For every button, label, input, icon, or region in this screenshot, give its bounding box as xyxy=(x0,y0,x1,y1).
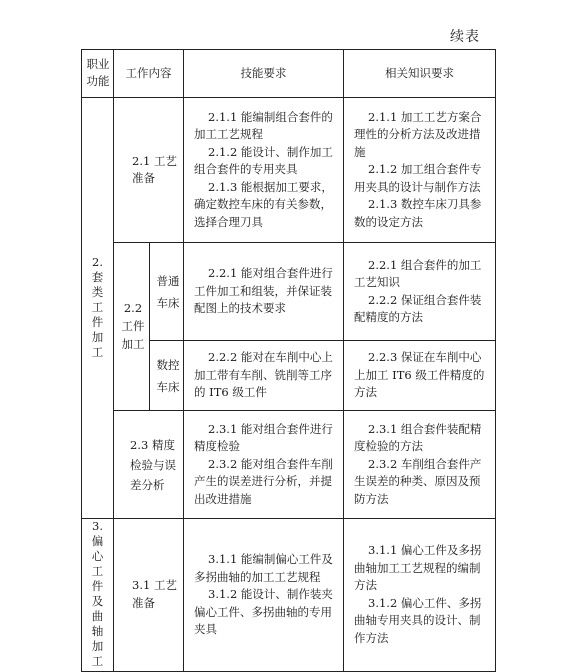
work-content-cell xyxy=(114,411,184,519)
knowledge-item: 2.2.1 组合套件的加工工艺知识 xyxy=(354,257,482,289)
skills-cell xyxy=(184,341,344,411)
skill-item: 2.1.2 能设计、制作加工组合套件的专用夹具 xyxy=(194,144,333,177)
skills-cell xyxy=(184,411,344,519)
table-row xyxy=(82,519,496,672)
knowledge-item: 3.1.1 偏心工件及多拐曲轴加工工艺规程的编制方法 xyxy=(354,543,482,593)
knowledge-cell xyxy=(344,243,496,341)
skills-cell xyxy=(184,98,344,243)
function-label: 2. 套类工件加工 xyxy=(91,254,104,359)
work-content-cell xyxy=(114,519,184,672)
knowledge-cell xyxy=(344,98,496,243)
knowledge-item: 3.1.2 偏心工件、多拐曲轴专用夹具的设计、制作方法 xyxy=(354,595,482,645)
skill-item: 2.1.1 能编制组合套件的加工工艺规程 xyxy=(194,109,333,142)
table-row xyxy=(82,98,496,243)
work-content-cell xyxy=(114,243,150,411)
knowledge-item: 2.3.2 车削组合套件产生误差的种类、原因及预防方法 xyxy=(354,456,482,506)
knowledge-cell xyxy=(344,519,496,672)
work-content-cell xyxy=(114,98,184,243)
header-row xyxy=(82,50,496,98)
machine-type-label: 数控车床 xyxy=(156,357,180,394)
knowledge-cell xyxy=(344,411,496,519)
table-row xyxy=(82,243,496,341)
skill-item: 2.2.1 能对组合套件进行工件加工和组装，并保证装配图上的技术要求 xyxy=(194,266,333,316)
skills-cell xyxy=(184,519,344,672)
table-row xyxy=(82,411,496,519)
machine-type-label: 普通车床 xyxy=(156,273,180,310)
work-content-label: 2.1 工艺准备 xyxy=(132,153,177,185)
machine-type-cell xyxy=(150,341,184,411)
continued-label: 续表 xyxy=(450,29,480,45)
knowledge-item: 2.1.2 加工组合套件专用夹具的设计与制作方法 xyxy=(354,162,482,194)
skill-item: 2.1.3 能根据加工要求，确定数控车床的有关参数，选择合理刀具 xyxy=(194,179,333,229)
header-knowledge: 相关知识要求 xyxy=(344,50,496,98)
knowledge-item: 2.1.3 数控车床刀具参数的设定方法 xyxy=(354,197,482,229)
knowledge-item: 2.1.1 加工工艺方案合理性的分析方法及改进措施 xyxy=(354,109,482,159)
header-func: 职业功能 xyxy=(82,50,114,98)
function-cell xyxy=(82,519,114,672)
header-skills: 技能要求 xyxy=(184,50,344,98)
knowledge-item: 2.3.1 组合套件装配精度检验的方法 xyxy=(354,421,482,454)
skill-item: 2.3.2 能对组合套件车削产生的误差进行分析，并提出改进措施 xyxy=(194,456,333,506)
skill-item: 2.3.1 能对组合套件进行精度检验 xyxy=(194,421,333,454)
function-cell xyxy=(82,98,114,519)
knowledge-item: 2.2.2 保证组合套件装配精度的方法 xyxy=(354,292,482,324)
work-content-label: 3.1 工艺准备 xyxy=(132,578,177,610)
work-content-label: 2.2 工件加工 xyxy=(121,301,145,352)
function-label: 3. 偏心工件及曲轴加工 xyxy=(91,519,104,668)
work-content-label: 2.3 精度检验与误差分析 xyxy=(130,437,176,492)
machine-type-cell xyxy=(150,243,184,341)
skill-item: 3.1.2 能设计、制作装夹偏心工件、多拐曲轴的专用夹具 xyxy=(194,587,333,636)
knowledge-item: 2.2.3 保证在车削中心上加工 IT6 级工件精度的方法 xyxy=(354,350,485,400)
skills-standard-table xyxy=(81,49,496,672)
knowledge-cell xyxy=(344,341,496,411)
skill-item: 2.2.2 能对在车削中心上加工带有车削、铣削等工序的 IT6 级工件 xyxy=(194,350,333,400)
skill-item: 3.1.1 能编制偏心工件及多拐曲轴的加工工艺规程 xyxy=(194,552,333,584)
skills-cell xyxy=(184,243,344,341)
header-content: 工作内容 xyxy=(114,50,184,98)
